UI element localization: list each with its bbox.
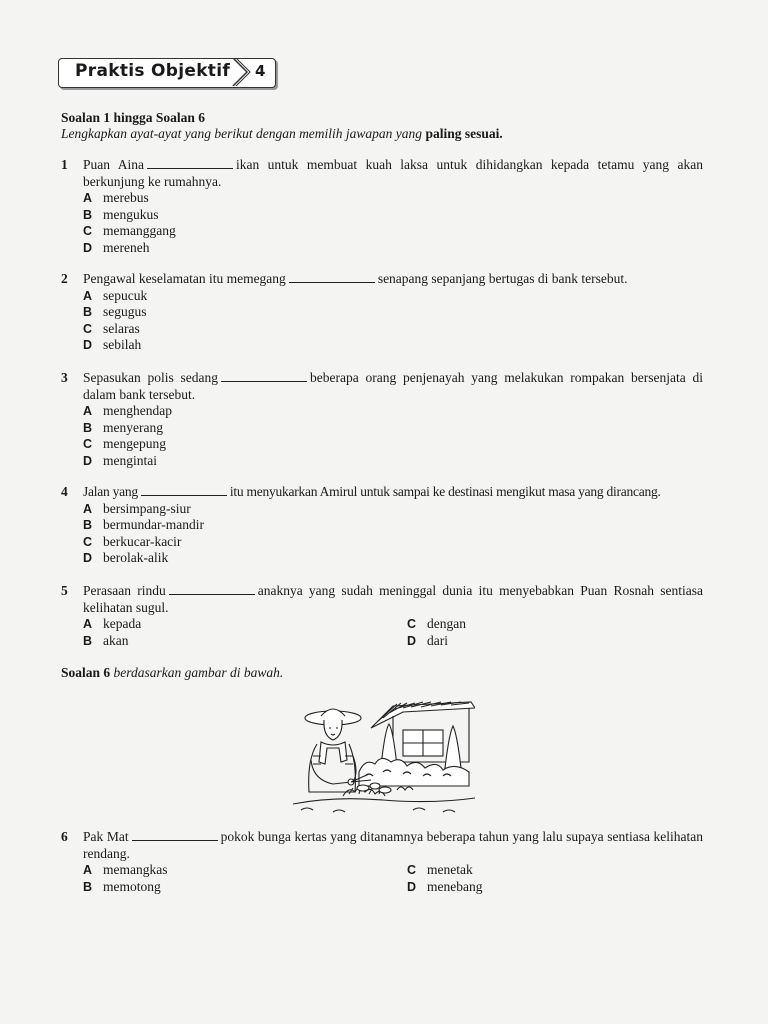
- question-stem: [83, 271, 703, 288]
- question-2: [61, 271, 703, 354]
- stem-after: beberapa orang penjenayah yang melakukan rompakan bersenjata di dalam bank tersebut.: [83, 370, 704, 402]
- answer-blank: [289, 271, 375, 283]
- options-list: [83, 288, 703, 354]
- option-d[interactable]: D sebilah: [83, 337, 142, 352]
- answer-blank: [147, 157, 233, 169]
- stem-before: Puan Aina: [83, 157, 144, 172]
- options-list: [83, 190, 703, 256]
- question-stem: [83, 157, 703, 190]
- options-list: [83, 501, 703, 567]
- question-number: 5: [61, 583, 68, 598]
- question-number: 1: [61, 157, 68, 172]
- option-d[interactable]: D berolak-alik: [83, 550, 169, 565]
- option-c[interactable]: C memanggang: [83, 223, 176, 238]
- stem-after: senapang sepanjang bertugas di bank tersebut.: [377, 271, 628, 286]
- stem-after: itu menyukarkan Amirul untuk sampai ke destinasi mengikut masa yang dirancang.: [229, 484, 661, 499]
- option-a[interactable]: A sepucuk: [83, 287, 148, 303]
- question-range-heading: Soalan 1 hingga Soalan 6: [61, 110, 206, 125]
- option-b[interactable]: B mengukus: [83, 206, 159, 222]
- option-a[interactable]: A menghendap: [83, 403, 172, 418]
- option-c[interactable]: C berkucar-kacir: [83, 533, 182, 549]
- option-c[interactable]: C mengepung: [83, 436, 166, 451]
- question-number: 4: [61, 484, 68, 499]
- option-c[interactable]: C selaras: [83, 320, 140, 336]
- option-b[interactable]: B segugus: [83, 304, 147, 319]
- answer-blank: [221, 370, 307, 382]
- badge-divider-icon: [231, 58, 251, 86]
- stem-before: Perasaan rindu: [83, 583, 166, 598]
- question-stem: [83, 370, 703, 403]
- stem-before: Pengawal keselamatan itu memegang: [83, 271, 286, 286]
- question-6-intro: [61, 665, 283, 681]
- question-number: 2: [61, 271, 68, 286]
- question-stem: [83, 583, 703, 616]
- option-a[interactable]: A bersimpang-siur: [83, 500, 191, 516]
- stem-after: anaknya yang sudah meninggal dunia itu menyebabkan Puan Rosnah sentiasa kelihatan sugul.: [83, 583, 703, 615]
- answer-blank: [141, 484, 227, 496]
- option-b[interactable]: B bermundar-mandir: [83, 517, 204, 532]
- option-d[interactable]: D mengintai: [83, 452, 157, 468]
- question-stem: [83, 484, 703, 501]
- question-number: 3: [61, 370, 68, 385]
- option-d[interactable]: D dari: [407, 632, 448, 648]
- stem-before: Pak Mat: [83, 829, 129, 844]
- question-5: [61, 583, 703, 649]
- option-b[interactable]: B menyerang: [83, 419, 163, 435]
- question-stem: [83, 829, 703, 862]
- instruction-text: Lengkapkan ayat-ayat yang berikut dengan memilih jawapan yang: [61, 126, 423, 141]
- gardener-illustration: [293, 700, 475, 818]
- option-a[interactable]: A merebus: [83, 190, 149, 205]
- section-title: Praktis Objektif: [75, 61, 231, 81]
- option-a[interactable]: A memangkas: [83, 862, 168, 877]
- answer-blank: [132, 829, 218, 841]
- question-3: [61, 370, 703, 469]
- option-c[interactable]: C menetak: [407, 862, 473, 877]
- stem-before: Sepasukan polis sedang: [83, 370, 219, 385]
- options-grid: [83, 862, 703, 895]
- section-badge: [58, 58, 276, 88]
- options-list: [83, 403, 703, 469]
- answer-blank: [169, 583, 255, 595]
- option-b[interactable]: B memotong: [83, 878, 161, 894]
- option-d[interactable]: D menebang: [407, 878, 483, 894]
- question-1: [61, 157, 703, 256]
- option-c[interactable]: C dengan: [407, 616, 466, 631]
- question-6: [61, 829, 703, 895]
- stem-after: pokok bunga kertas yang ditanamnya beberapa tahun yang lalu supaya sentiasa kelihatan rendang.: [83, 829, 703, 861]
- instruction-emphasis: paling sesuai.: [425, 126, 503, 141]
- option-b[interactable]: B akan: [83, 632, 129, 648]
- stem-before: Jalan yang: [83, 484, 138, 499]
- options-grid: [83, 616, 703, 649]
- stem-after: ikan untuk membuat kuah laksa untuk dihidangkan kepada tetamu yang akan berkunjung ke rumahnya.: [83, 157, 703, 189]
- section-number: 4: [255, 62, 266, 80]
- question-4: [61, 484, 703, 567]
- question-number: 6: [61, 829, 68, 844]
- intro-italic: berdasarkan gambar di bawah.: [113, 665, 284, 680]
- instruction-line: [61, 126, 503, 142]
- intro-bold: Soalan 6: [61, 665, 111, 680]
- option-d[interactable]: D mereneh: [83, 239, 150, 255]
- option-a[interactable]: A kepada: [83, 616, 142, 631]
